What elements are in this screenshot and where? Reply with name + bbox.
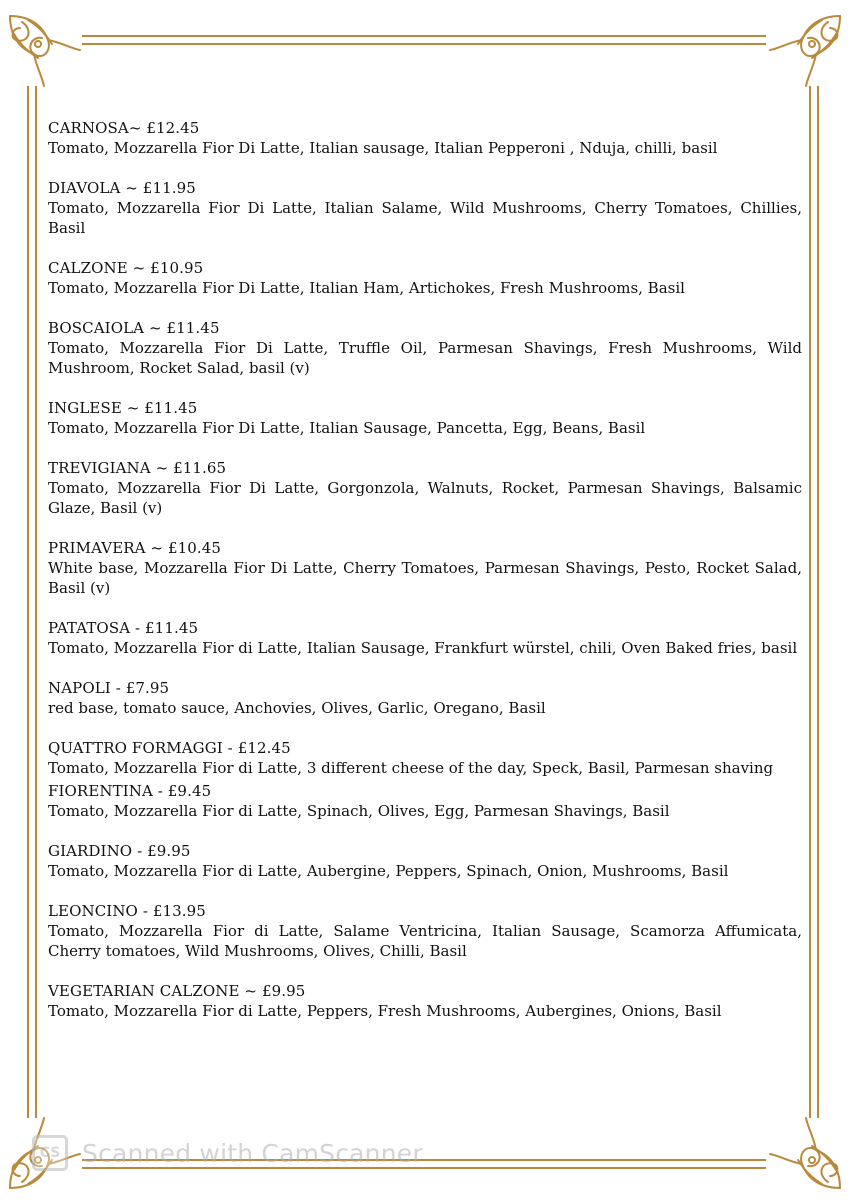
menu-item-description: Tomato, Mozzarella Fior di Latte, Italian Sausage, Frankfurt würstel, chili, Oven Baked fries, basil	[48, 639, 798, 657]
menu-item-description: Tomato, Mozzarella Fior di Latte, Salame Ventricina, Italian Sausage, Scamorza Affumicata, Cherry tomatoes, Wild Mushrooms, Olives, Chilli, Basil	[48, 922, 802, 960]
menu-item-title: DIAVOLA ~ £11.95	[48, 179, 196, 197]
menu-item	[48, 538, 802, 598]
menu-item	[48, 398, 802, 438]
menu-item-title: GIARDINO - £9.95	[48, 842, 191, 860]
menu-item	[48, 178, 802, 238]
corner-ornament-top-left	[10, 16, 80, 86]
menu-item	[48, 318, 802, 378]
menu-item-title: FIORENTINA - £9.45	[48, 782, 212, 800]
menu-item-description: Tomato, Mozzarella Fior Di Latte, Italian Sausage, Pancetta, Egg, Beans, Basil	[48, 419, 646, 437]
camscanner-logo-icon: CS	[32, 1135, 68, 1171]
menu-item	[48, 781, 802, 821]
menu-item-description: Tomato, Mozzarella Fior Di Latte, Italian Ham, Artichokes, Fresh Mushrooms, Basil	[48, 279, 685, 297]
corner-ornament-top-right	[770, 16, 840, 86]
menu-item-description: Tomato, Mozzarella Fior di Latte, Spinach, Olives, Egg, Parmesan Shavings, Basil	[48, 802, 670, 820]
menu-item-title: CALZONE ~ £10.95	[48, 259, 204, 277]
menu-item-description: Tomato, Mozzarella Fior Di Latte, Truffle Oil, Parmesan Shavings, Fresh Mushrooms, Wild Mushroom, Rocket Salad, basil (v)	[48, 339, 802, 377]
menu-item	[48, 738, 802, 778]
menu-item-title: CARNOSA~ £12.45	[48, 119, 200, 137]
pizza-menu-list	[48, 118, 802, 1041]
menu-item	[48, 981, 802, 1021]
menu-item-description: Tomato, Mozzarella Fior Di Latte, Italian sausage, Italian Pepperoni , Nduja, chilli, basil	[48, 139, 718, 157]
watermark-text: Scanned with CamScanner	[82, 1138, 423, 1168]
menu-item-description: Tomato, Mozzarella Fior di Latte, Aubergine, Peppers, Spinach, Onion, Mushrooms, Basil	[48, 862, 729, 880]
menu-item	[48, 258, 802, 298]
menu-item-title: NAPOLI - £7.95	[48, 679, 170, 697]
menu-item-title: PRIMAVERA ~ £10.45	[48, 539, 222, 557]
menu-item	[48, 118, 802, 158]
menu-item-description: White base, Mozzarella Fior Di Latte, Cherry Tomatoes, Parmesan Shavings, Pesto, Rocket Salad, Basil (v)	[48, 559, 802, 597]
menu-item	[48, 678, 802, 718]
menu-item-description: Tomato, Mozzarella Fior Di Latte, Gorgonzola, Walnuts, Rocket, Parmesan Shavings, Balsamic Glaze, Basil (v)	[48, 479, 802, 517]
menu-item-title: PATATOSA - £11.45	[48, 619, 199, 637]
menu-item-description: Tomato, Mozzarella Fior di Latte, 3 different cheese of the day, Speck, Basil, Parmesan shaving	[48, 759, 774, 777]
menu-item	[48, 618, 802, 658]
menu-item-description: Tomato, Mozzarella Fior di Latte, Peppers, Fresh Mushrooms, Aubergines, Onions, Basil	[48, 1002, 722, 1020]
menu-item-title: LEONCINO - £13.95	[48, 902, 206, 920]
menu-item-description: red base, tomato sauce, Anchovies, Olives, Garlic, Oregano, Basil	[48, 699, 546, 717]
menu-item-title: TREVIGIANA ~ £11.65	[48, 459, 227, 477]
menu-item-title: INGLESE ~ £11.45	[48, 399, 198, 417]
menu-item	[48, 901, 802, 961]
menu-item-description: Tomato, Mozzarella Fior Di Latte, Italian Salame, Wild Mushrooms, Cherry Tomatoes, Chillies, Basil	[48, 199, 802, 237]
menu-item-title: BOSCAIOLA ~ £11.45	[48, 319, 220, 337]
menu-item	[48, 841, 802, 881]
camscanner-watermark	[32, 1133, 423, 1173]
menu-item-title: VEGETARIAN CALZONE ~ £9.95	[48, 982, 306, 1000]
menu-item	[48, 458, 802, 518]
menu-item-title: QUATTRO FORMAGGI - £12.45	[48, 739, 291, 757]
corner-ornament-bottom-right	[770, 1118, 840, 1188]
